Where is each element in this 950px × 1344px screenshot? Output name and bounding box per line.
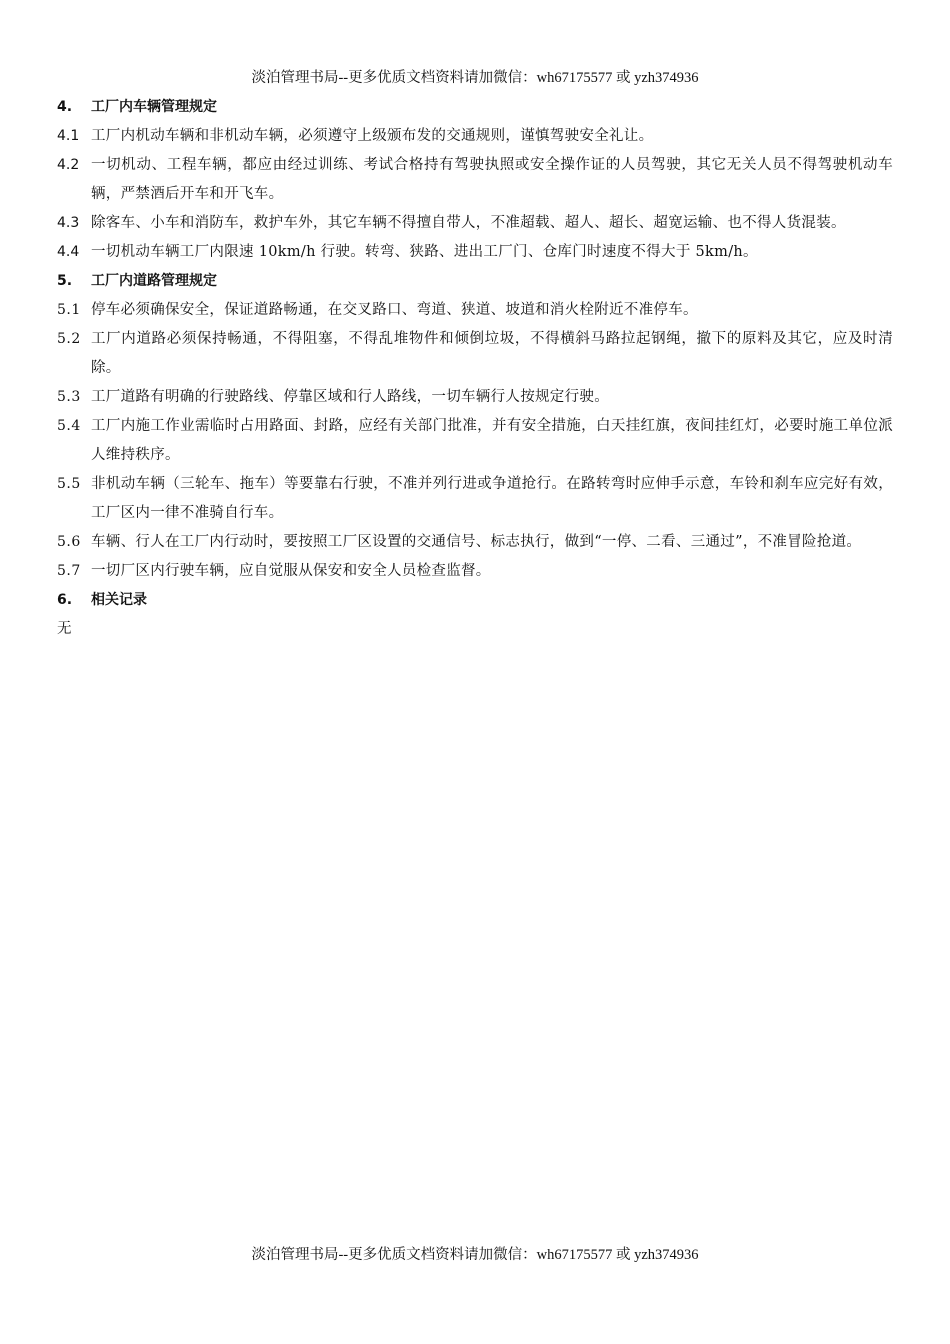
section-heading-5 <box>57 267 893 296</box>
section-title: 工厂内道路管理规定 <box>91 273 217 289</box>
clause-number: 5.4 <box>57 418 81 434</box>
clause-5-3 <box>57 383 893 412</box>
clause-text: 工厂内机动车辆和非机动车辆，必须遵守上级颁布发的交通规则，谨慎驾驶安全礼让。 <box>91 128 654 144</box>
clause-text: 除客车、小车和消防车，救护车外，其它车辆不得擅自带人，不准超载、超人、超长、超宽运输、也不得人货混装。 <box>91 215 846 231</box>
clause-text: 车辆、行人在工厂内行动时，要按照工厂区设置的交通信号、标志执行，做到“一停、二看、三通过”，不准冒险抢道。 <box>91 534 862 550</box>
page-footer: 淡泊管理书局--更多优质文档资料请加微信：wh67175577 或 yzh374936 <box>251 1247 699 1263</box>
clause-number: 5.2 <box>57 331 81 347</box>
clause-number: 5.1 <box>57 302 81 318</box>
section-number: 6. <box>57 592 73 608</box>
clause-5-2 <box>57 325 893 383</box>
clause-4-2 <box>57 151 893 209</box>
clause-number: 4.3 <box>57 215 80 231</box>
clause-text: 工厂道路有明确的行驶路线、停靠区域和行人路线，一切车辆行人按规定行驶。 <box>91 389 609 405</box>
section-6-body: 无 <box>57 621 72 637</box>
section-title: 相关记录 <box>91 592 147 608</box>
clause-text: 一切机动、工程车辆，都应由经过训练、考试合格持有驾驶执照或安全操作证的人员驾驶，其它无关人员不得驾驶机动车辆，严禁酒后开车和开飞车。 <box>91 157 893 202</box>
clause-5-4 <box>57 412 893 470</box>
clause-5-5 <box>57 470 893 528</box>
section-heading-6 <box>57 586 893 615</box>
clause-number: 5.7 <box>57 563 81 579</box>
page-header: 淡泊管理书局--更多优质文档资料请加微信：wh67175577 或 yzh374936 <box>251 70 699 86</box>
clause-text: 非机动车辆（三轮车、拖车）等要靠右行驶，不准并列行进或争道抢行。在路转弯时应伸手示意，车铃和刹车应完好有效，工厂区内一律不准骑自行车。 <box>91 476 893 521</box>
clause-number: 5.5 <box>57 476 81 492</box>
clause-number: 4.4 <box>57 244 80 260</box>
section-number: 4. <box>57 99 73 115</box>
clause-4-3 <box>57 209 893 238</box>
section-number: 5. <box>57 273 73 289</box>
clause-text: 一切厂区内行驶车辆，应自觉服从保安和安全人员检查监督。 <box>91 563 491 579</box>
clause-4-4 <box>57 238 893 267</box>
clause-5-1 <box>57 296 893 325</box>
clause-number: 4.1 <box>57 128 80 144</box>
clause-text: 停车必须确保安全，保证道路畅通，在交叉路口、弯道、狭道、坡道和消火栓附近不准停车。 <box>91 302 698 318</box>
clause-text: 工厂内施工作业需临时占用路面、封路，应经有关部门批准，并有安全措施，白天挂红旗，夜间挂红灯，必要时施工单位派人维持秩序。 <box>91 418 893 463</box>
clause-text: 工厂内道路必须保持畅通，不得阻塞，不得乱堆物件和倾倒垃圾，不得横斜马路拉起钢绳，撤下的原料及其它，应及时清除。 <box>91 331 893 376</box>
clause-text: 一切机动车辆工厂内限速 10km/h 行驶。转弯、狭路、进出工厂门、仓库门时速度不得大于 5km/h。 <box>91 244 758 260</box>
clause-5-6 <box>57 528 893 557</box>
clause-5-7 <box>57 557 893 586</box>
clause-number: 5.6 <box>57 534 81 550</box>
document-body <box>57 93 893 644</box>
clause-4-1 <box>57 122 893 151</box>
clause-number: 4.2 <box>57 157 80 173</box>
clause-number: 5.3 <box>57 389 81 405</box>
section-heading-4 <box>57 93 893 122</box>
section-title: 工厂内车辆管理规定 <box>91 99 217 115</box>
